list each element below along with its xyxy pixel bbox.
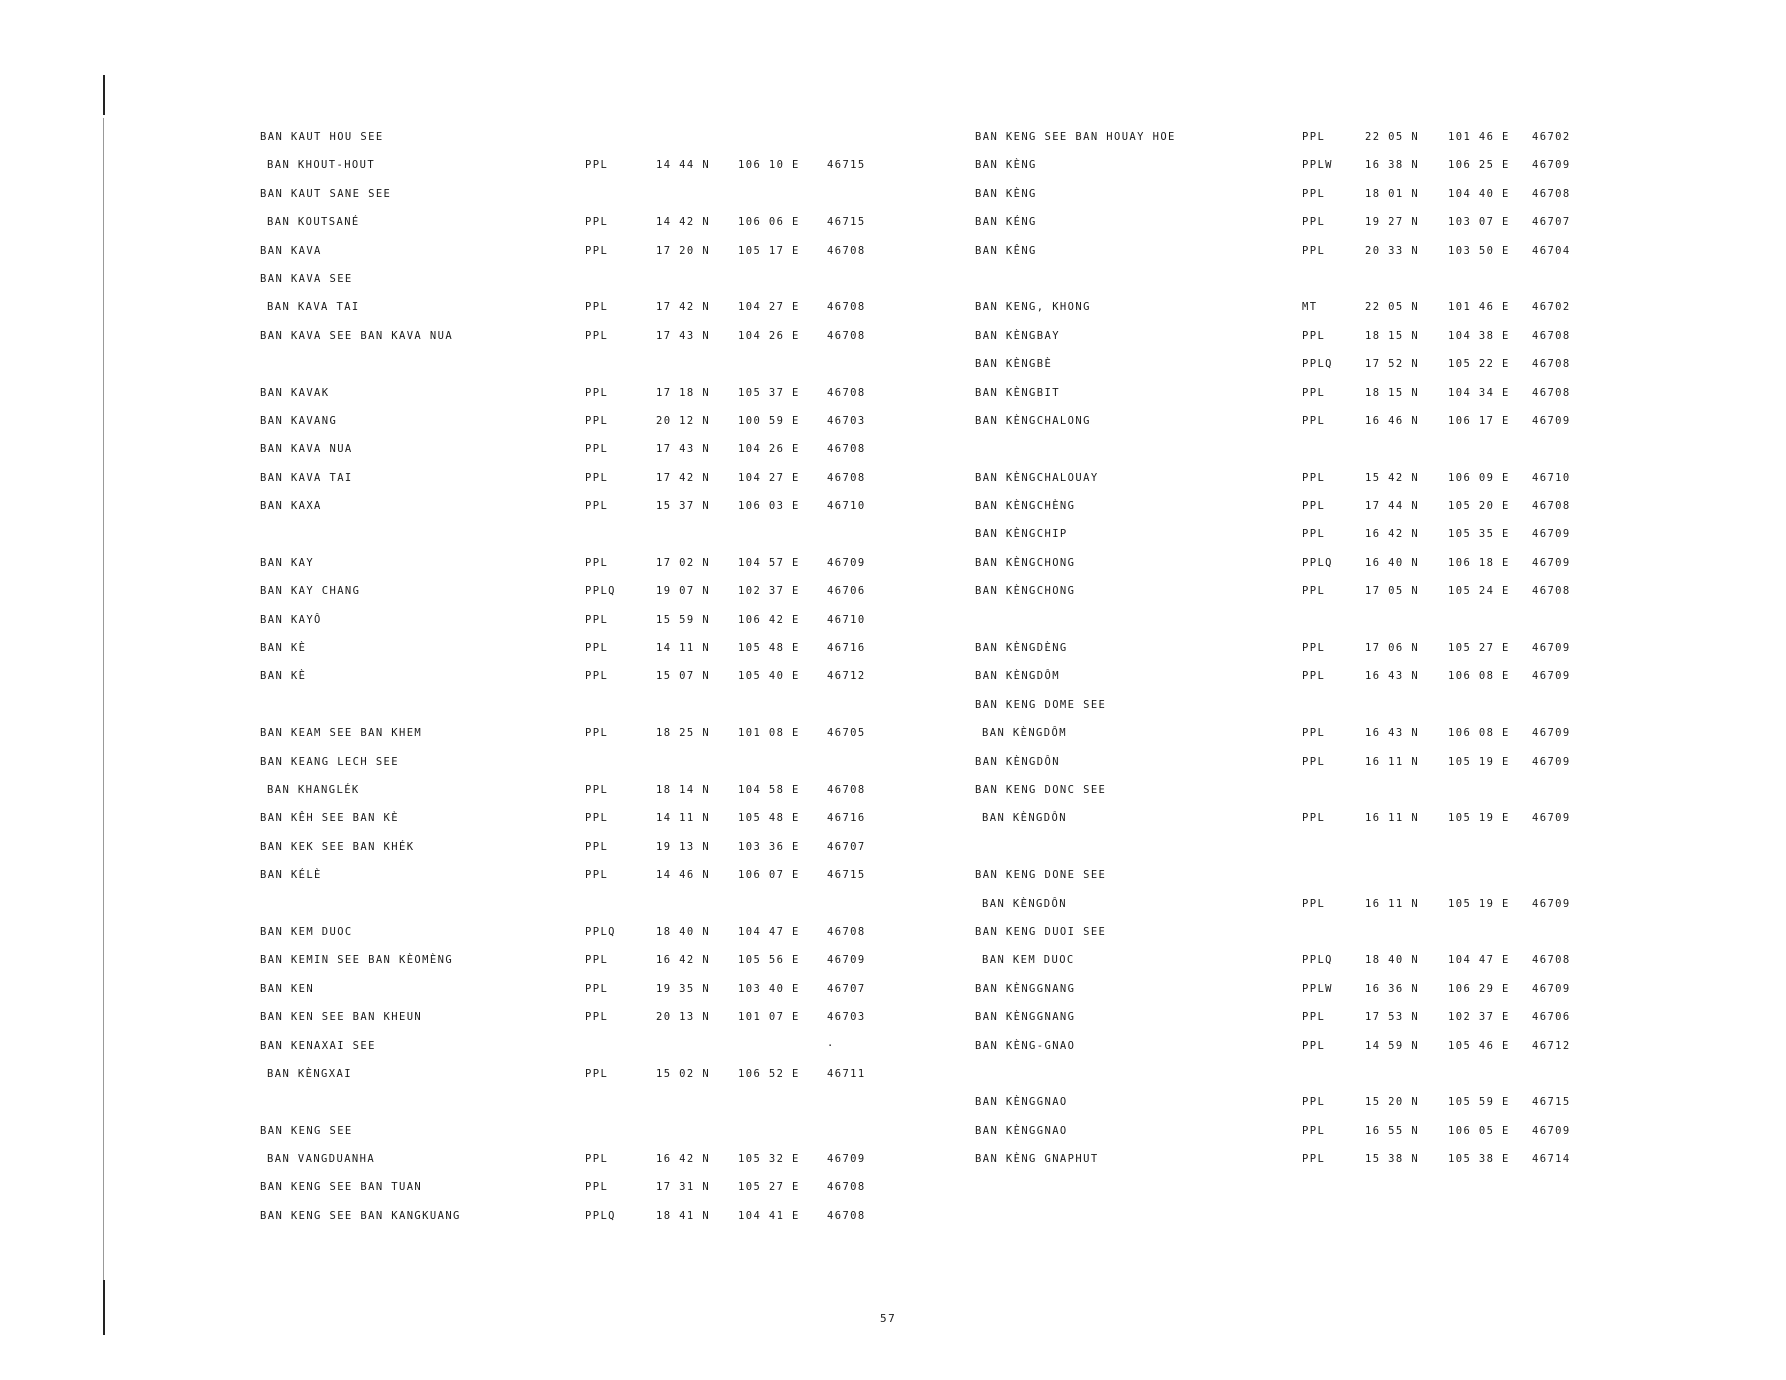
feature-class: PPLQ (585, 585, 616, 598)
longitude: 103 50 E (1448, 244, 1510, 257)
sheet-number: 46708 (1532, 358, 1571, 371)
longitude: 105 19 E (1448, 812, 1510, 825)
latitude: 18 15 N (1365, 386, 1420, 399)
place-name: BAN KÈNGCHALOUAY (975, 471, 1099, 484)
place-name: BAN KÈNG-GNAO (975, 1039, 1076, 1052)
longitude: 106 08 E (1448, 670, 1510, 683)
longitude: 105 56 E (738, 954, 800, 967)
feature-class: MT (1302, 301, 1318, 314)
longitude: 104 26 E (738, 329, 800, 342)
place-name: BAN KENG SEE (260, 1124, 353, 1137)
feature-class: PPLQ (1302, 358, 1333, 371)
longitude: 106 10 E (738, 159, 800, 172)
sheet-number: 46708 (827, 386, 866, 399)
sheet-number: 46708 (827, 301, 866, 314)
feature-class: PPL (585, 982, 609, 995)
feature-class: PPL (585, 301, 609, 314)
feature-class: PPL (585, 414, 609, 427)
feature-class: PPL (1302, 329, 1326, 342)
place-name: BAN KEMIN SEE BAN KÈOMÈNG (260, 954, 454, 967)
place-name: BAN KAY CHANG (260, 585, 361, 598)
sheet-number: 46707 (827, 840, 866, 853)
place-name: BAN KÈNGBIT (975, 386, 1060, 399)
feature-class: PPL (1302, 755, 1326, 768)
place-name: BAN KÈNG GNAPHUT (975, 1153, 1099, 1166)
longitude: 105 38 E (1448, 1153, 1510, 1166)
place-name: BAN KAVA SEE BAN KAVA NUA (260, 329, 454, 342)
longitude: 100 59 E (738, 414, 800, 427)
longitude: 106 03 E (738, 500, 800, 513)
feature-class: PPL (1302, 1124, 1326, 1137)
sheet-number: 46715 (1532, 1096, 1571, 1109)
longitude: 101 46 E (1448, 131, 1510, 143)
place-name: BAN KÈNGXAI (267, 1067, 352, 1080)
longitude: 106 06 E (738, 216, 800, 229)
latitude: 14 44 N (656, 159, 711, 172)
sheet-number: 46706 (827, 585, 866, 598)
sheet-number: 46715 (827, 159, 866, 172)
feature-class: PPL (585, 471, 609, 484)
place-name: BAN KEAM SEE BAN KHEM (260, 727, 423, 740)
place-name: BAN KÊH SEE BAN KÈ (260, 812, 399, 825)
feature-class: PPL (1302, 727, 1326, 740)
feature-class: PPL (1302, 131, 1326, 143)
latitude: 14 59 N (1365, 1039, 1420, 1052)
place-name: BAN KENG DOME SEE (975, 698, 1107, 711)
sheet-number: 46708 (827, 471, 866, 484)
latitude: 22 05 N (1365, 131, 1420, 143)
sheet-number: 46706 (1532, 1011, 1571, 1024)
latitude: 14 11 N (656, 642, 711, 655)
latitude: 16 42 N (1365, 528, 1420, 541)
latitude: 17 20 N (656, 244, 711, 257)
sheet-number: 46709 (827, 556, 866, 569)
longitude: 104 40 E (1448, 187, 1510, 200)
feature-class: PPL (585, 869, 609, 882)
longitude: 105 22 E (1448, 358, 1510, 371)
sheet-number: 46707 (827, 982, 866, 995)
feature-class: PPL (585, 670, 609, 683)
place-name: BAN KENG SEE BAN KANGKUANG (260, 1209, 461, 1222)
feature-class: PPL (1302, 500, 1326, 513)
longitude: 104 27 E (738, 471, 800, 484)
place-name: BAN KAVAK (260, 386, 330, 399)
longitude: 103 40 E (738, 982, 800, 995)
latitude: 16 11 N (1365, 897, 1420, 910)
sheet-number: 46708 (1532, 954, 1571, 967)
longitude: 106 42 E (738, 613, 800, 626)
place-name: BAN KENG DONC SEE (975, 783, 1107, 796)
longitude: 103 07 E (1448, 216, 1510, 229)
longitude: 106 07 E (738, 869, 800, 882)
sheet-number: 46709 (1532, 1124, 1571, 1137)
longitude: 105 35 E (1448, 528, 1510, 541)
feature-class: PPL (585, 783, 609, 796)
place-name: BAN KENG DONE SEE (975, 869, 1107, 882)
longitude: 105 40 E (738, 670, 800, 683)
feature-class: PPL (1302, 585, 1326, 598)
place-name: BAN KÈNG (975, 187, 1037, 200)
place-name: BAN KÈNGDÈNG (975, 642, 1068, 655)
place-name: BAN KENG, KHONG (975, 301, 1091, 314)
feature-class: PPLW (1302, 159, 1333, 172)
feature-class: PPLQ (1302, 556, 1333, 569)
longitude: 105 46 E (1448, 1039, 1510, 1052)
feature-class: PPL (1302, 670, 1326, 683)
sheet-number: 46709 (827, 954, 866, 967)
sheet-number: 46709 (1532, 642, 1571, 655)
place-name: BAN KÈNGCHONG (975, 556, 1076, 569)
place-name: BAN KAVA SEE (260, 272, 353, 285)
sheet-number: 46703 (827, 1011, 866, 1024)
latitude: 16 11 N (1365, 812, 1420, 825)
feature-class: PPL (1302, 1011, 1326, 1024)
sheet-number: 46709 (1532, 670, 1571, 683)
latitude: 17 42 N (656, 301, 711, 314)
binding-edge-line (103, 1280, 105, 1335)
feature-class: PPLW (1302, 982, 1333, 995)
latitude: 18 15 N (1365, 329, 1420, 342)
longitude: 104 41 E (738, 1209, 800, 1222)
longitude: 106 17 E (1448, 414, 1510, 427)
feature-class: PPL (585, 1011, 609, 1024)
latitude: 17 18 N (656, 386, 711, 399)
place-name: BAN KENG DUOI SEE (975, 925, 1107, 938)
sheet-number: 46707 (1532, 216, 1571, 229)
longitude: 106 52 E (738, 1067, 800, 1080)
feature-class: PPL (585, 812, 609, 825)
latitude: 18 14 N (656, 783, 711, 796)
sheet-number: 46709 (1532, 812, 1571, 825)
latitude: 17 42 N (656, 471, 711, 484)
longitude: 104 58 E (738, 783, 800, 796)
place-name: BAN KÈNGDÔM (975, 670, 1060, 683)
latitude: 16 36 N (1365, 982, 1420, 995)
longitude: 105 20 E (1448, 500, 1510, 513)
place-name: BAN VANGDUANHA (267, 1153, 376, 1166)
latitude: 16 42 N (656, 954, 711, 967)
latitude: 20 33 N (1365, 244, 1420, 257)
latitude: 18 40 N (656, 925, 711, 938)
sheet-number: 46709 (1532, 755, 1571, 768)
sheet-number: 46709 (1532, 727, 1571, 740)
place-name: BAN KHANGLÉK (267, 783, 360, 796)
latitude: 17 05 N (1365, 585, 1420, 598)
longitude: 103 36 E (738, 840, 800, 853)
sheet-number: 46705 (827, 727, 866, 740)
sheet-number: 46708 (1532, 500, 1571, 513)
place-name: BAN KAXA (260, 500, 322, 513)
place-name: BAN KAVANG (260, 414, 338, 427)
feature-class: PPL (585, 954, 609, 967)
latitude: 19 13 N (656, 840, 711, 853)
binding-edge-line (103, 75, 105, 115)
place-name: BAN KÈNGBÈ (975, 358, 1053, 371)
sheet-number: 46708 (827, 1209, 866, 1222)
sheet-number: 46702 (1532, 131, 1571, 143)
longitude: 106 29 E (1448, 982, 1510, 995)
feature-class: PPL (1302, 642, 1326, 655)
sheet-number: 46709 (827, 1153, 866, 1166)
latitude: 17 52 N (1365, 358, 1420, 371)
place-name: BAN KÈNGCHALONG (975, 414, 1091, 427)
latitude: 19 35 N (656, 982, 711, 995)
sheet-number: 46709 (1532, 982, 1571, 995)
longitude: 105 48 E (738, 642, 800, 655)
latitude: 19 27 N (1365, 216, 1420, 229)
feature-class: PPL (1302, 386, 1326, 399)
longitude: 105 19 E (1448, 755, 1510, 768)
feature-class: PPL (585, 244, 609, 257)
place-name: BAN KÈNGDÔM (982, 727, 1067, 740)
place-name: BAN KAUT HOU SEE (260, 131, 384, 143)
latitude: 17 43 N (656, 329, 711, 342)
sheet-number: · (827, 1039, 835, 1052)
place-name: BAN KEK SEE BAN KHÉK (260, 840, 415, 853)
place-name: BAN KAY (260, 556, 315, 569)
place-name: BAN KÈNGGNANG (975, 982, 1076, 995)
feature-class: PPL (585, 613, 609, 626)
longitude: 101 08 E (738, 727, 800, 740)
sheet-number: 46716 (827, 812, 866, 825)
longitude: 106 05 E (1448, 1124, 1510, 1137)
longitude: 105 48 E (738, 812, 800, 825)
latitude: 18 40 N (1365, 954, 1420, 967)
sheet-number: 46710 (1532, 471, 1571, 484)
longitude: 105 24 E (1448, 585, 1510, 598)
place-name: BAN KÈNGCHONG (975, 585, 1076, 598)
place-name: BAN KEN (260, 982, 315, 995)
latitude: 15 07 N (656, 670, 711, 683)
feature-class: PPL (1302, 1153, 1326, 1166)
sheet-number: 46708 (827, 244, 866, 257)
latitude: 16 43 N (1365, 670, 1420, 683)
latitude: 17 43 N (656, 443, 711, 456)
latitude: 16 46 N (1365, 414, 1420, 427)
page-number: 57 (880, 1312, 897, 1325)
sheet-number: 46709 (1532, 897, 1571, 910)
feature-class: PPL (1302, 187, 1326, 200)
latitude: 17 02 N (656, 556, 711, 569)
sheet-number: 46708 (1532, 585, 1571, 598)
longitude: 104 26 E (738, 443, 800, 456)
sheet-number: 46708 (1532, 386, 1571, 399)
feature-class: PPL (585, 216, 609, 229)
sheet-number: 46708 (1532, 187, 1571, 200)
latitude: 16 11 N (1365, 755, 1420, 768)
longitude: 105 27 E (738, 1181, 800, 1194)
latitude: 18 01 N (1365, 187, 1420, 200)
sheet-number: 46709 (1532, 556, 1571, 569)
longitude: 104 57 E (738, 556, 800, 569)
feature-class: PPL (585, 443, 609, 456)
feature-class: PPL (1302, 471, 1326, 484)
place-name: BAN KÈNGGNANG (975, 1011, 1076, 1024)
longitude: 104 47 E (738, 925, 800, 938)
latitude: 16 43 N (1365, 727, 1420, 740)
latitude: 17 44 N (1365, 500, 1420, 513)
latitude: 15 42 N (1365, 471, 1420, 484)
latitude: 14 11 N (656, 812, 711, 825)
latitude: 18 41 N (656, 1209, 711, 1222)
place-name: BAN KÈNGCHÈNG (975, 500, 1076, 513)
place-name: BAN KÊNG (975, 244, 1037, 257)
place-name: BAN KÈ (260, 670, 307, 683)
feature-class: PPL (585, 840, 609, 853)
sheet-number: 46709 (1532, 528, 1571, 541)
place-name: BAN KEM DUOC (260, 925, 353, 938)
sheet-number: 46704 (1532, 244, 1571, 257)
place-name: BAN KÉNG (975, 216, 1037, 229)
place-name: BAN KOUTSANÉ (267, 216, 360, 229)
feature-class: PPL (1302, 812, 1326, 825)
longitude: 106 25 E (1448, 159, 1510, 172)
place-name: BAN KÈNGGNAO (975, 1096, 1068, 1109)
place-name: BAN KÈNG (975, 159, 1037, 172)
place-name: BAN KENG SEE BAN TUAN (260, 1181, 423, 1194)
place-name: BAN KENAXAI SEE (260, 1039, 376, 1052)
place-name: BAN KÈNGBAY (975, 329, 1060, 342)
sheet-number: 46708 (1532, 329, 1571, 342)
feature-class: PPL (1302, 528, 1326, 541)
sheet-number: 46709 (1532, 159, 1571, 172)
latitude: 16 40 N (1365, 556, 1420, 569)
longitude: 105 17 E (738, 244, 800, 257)
longitude: 106 18 E (1448, 556, 1510, 569)
sheet-number: 46712 (827, 670, 866, 683)
latitude: 20 12 N (656, 414, 711, 427)
latitude: 14 42 N (656, 216, 711, 229)
place-name: BAN KENG SEE BAN HOUAY HOE (975, 131, 1176, 143)
sheet-number: 46715 (827, 869, 866, 882)
longitude: 104 47 E (1448, 954, 1510, 967)
sheet-number: 46708 (827, 1181, 866, 1194)
latitude: 16 38 N (1365, 159, 1420, 172)
feature-class: PPL (1302, 216, 1326, 229)
feature-class: PPL (585, 1067, 609, 1080)
feature-class: PPL (585, 1181, 609, 1194)
feature-class: PPL (585, 386, 609, 399)
latitude: 20 13 N (656, 1011, 711, 1024)
latitude: 15 02 N (656, 1067, 711, 1080)
place-name: BAN KAYÔ (260, 613, 322, 626)
place-name: BAN KÈNGDÔN (982, 897, 1067, 910)
feature-class: PPL (1302, 244, 1326, 257)
longitude: 105 27 E (1448, 642, 1510, 655)
place-name: BAN KAVA (260, 244, 322, 257)
feature-class: PPL (1302, 414, 1326, 427)
feature-class: PPL (585, 727, 609, 740)
latitude: 18 25 N (656, 727, 711, 740)
longitude: 106 08 E (1448, 727, 1510, 740)
place-name: BAN KÈNGDÔN (982, 812, 1067, 825)
sheet-number: 46712 (1532, 1039, 1571, 1052)
feature-class: PPLQ (585, 1209, 616, 1222)
longitude: 104 34 E (1448, 386, 1510, 399)
sheet-number: 46708 (827, 329, 866, 342)
longitude: 102 37 E (738, 585, 800, 598)
sheet-number: 46709 (1532, 414, 1571, 427)
latitude: 14 46 N (656, 869, 711, 882)
place-name: BAN KEANG LECH SEE (260, 755, 399, 768)
feature-class: PPL (1302, 1039, 1326, 1052)
feature-class: PPL (585, 1153, 609, 1166)
place-name: BAN KEM DUOC (982, 954, 1075, 967)
feature-class: PPL (1302, 897, 1326, 910)
sheet-number: 46711 (827, 1067, 866, 1080)
latitude: 15 38 N (1365, 1153, 1420, 1166)
place-name: BAN KÉLÈ (260, 869, 322, 882)
sheet-number: 46708 (827, 443, 866, 456)
sheet-number: 46714 (1532, 1153, 1571, 1166)
sheet-number: 46710 (827, 613, 866, 626)
longitude: 105 59 E (1448, 1096, 1510, 1109)
longitude: 104 38 E (1448, 329, 1510, 342)
latitude: 16 55 N (1365, 1124, 1420, 1137)
place-name: BAN KÈNGDÔN (975, 755, 1060, 768)
longitude: 102 37 E (1448, 1011, 1510, 1024)
feature-class: PPL (1302, 1096, 1326, 1109)
longitude: 105 19 E (1448, 897, 1510, 910)
sheet-number: 46715 (827, 216, 866, 229)
latitude: 16 42 N (656, 1153, 711, 1166)
sheet-number: 46703 (827, 414, 866, 427)
feature-class: PPLQ (585, 925, 616, 938)
place-name: BAN KHOUT-HOUT (267, 159, 376, 172)
sheet-number: 46710 (827, 500, 866, 513)
feature-class: PPL (585, 159, 609, 172)
binding-edge-line (103, 118, 104, 1328)
place-name: BAN KEN SEE BAN KHEUN (260, 1011, 423, 1024)
latitude: 15 59 N (656, 613, 711, 626)
feature-class: PPL (585, 500, 609, 513)
place-name: BAN KÈNGGNAO (975, 1124, 1068, 1137)
latitude: 17 53 N (1365, 1011, 1420, 1024)
sheet-number: 46708 (827, 783, 866, 796)
latitude: 22 05 N (1365, 301, 1420, 314)
latitude: 15 20 N (1365, 1096, 1420, 1109)
sheet-number: 46716 (827, 642, 866, 655)
sheet-number: 46702 (1532, 301, 1571, 314)
longitude: 106 09 E (1448, 471, 1510, 484)
feature-class: PPL (585, 329, 609, 342)
latitude: 19 07 N (656, 585, 711, 598)
place-name: BAN KAVA NUA (260, 443, 353, 456)
feature-class: PPL (585, 556, 609, 569)
latitude: 17 31 N (656, 1181, 711, 1194)
place-name: BAN KÈ (260, 642, 307, 655)
feature-class: PPLQ (1302, 954, 1333, 967)
place-name: BAN KAVA TAI (267, 301, 360, 314)
longitude: 104 27 E (738, 301, 800, 314)
feature-class: PPL (585, 642, 609, 655)
longitude: 105 37 E (738, 386, 800, 399)
place-name: BAN KÈNGCHIP (975, 528, 1068, 541)
longitude: 105 32 E (738, 1153, 800, 1166)
place-name: BAN KAVA TAI (260, 471, 353, 484)
longitude: 101 46 E (1448, 301, 1510, 314)
longitude: 101 07 E (738, 1011, 800, 1024)
place-name: BAN KAUT SANE SEE (260, 187, 392, 200)
latitude: 17 06 N (1365, 642, 1420, 655)
sheet-number: 46708 (827, 925, 866, 938)
latitude: 15 37 N (656, 500, 711, 513)
